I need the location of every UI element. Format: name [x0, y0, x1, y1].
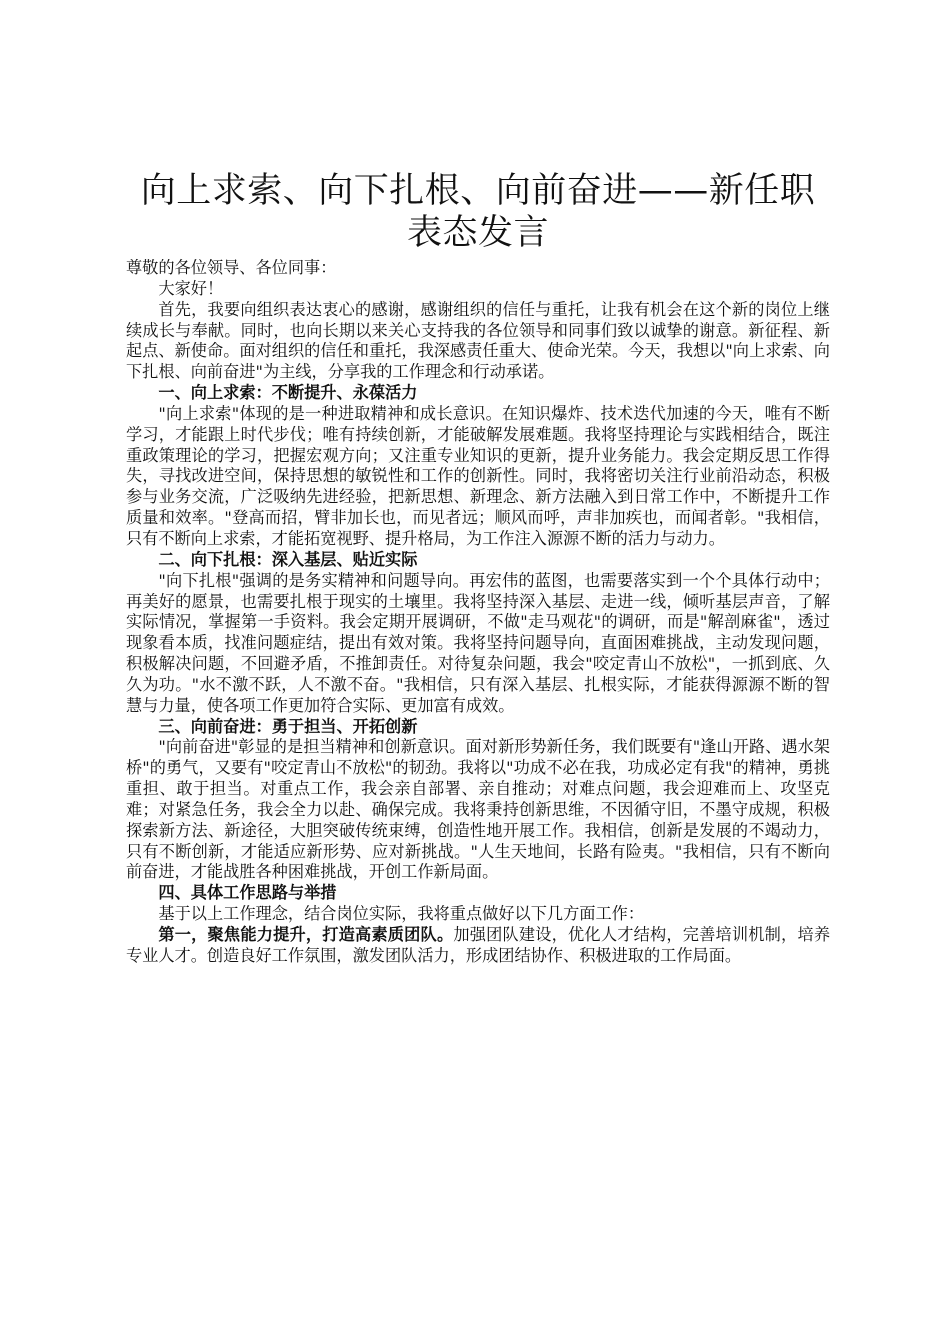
section-2-paragraph: "向下扎根"强调的是务实精神和问题导向。再宏伟的蓝图，也需要落实到一个个具体行动中；再美好的愿景，也需要扎根于现实的土壤里。我将坚持深入基层、走进一线，倾听基层声音，了解实际情况，掌握第一手资料。我会定期开展调研，不做"走马观花"的调研，而是"解剖麻雀"，透过现象看本质，找准问题症结，提出有效对策。我将坚持问题导向，直面困难挑战，主动发现问题，积极解决问题，不回避矛盾，不推卸责任。对待复杂问题，我会"咬定青山不放松"，一抓到底、久久为功。"水不激不跃，人不激不奋。"我相信，只有深入基层、扎根实际，才能获得源源不断的智慧与力量，使各项工作更加符合实际、更加富有成效。 [126, 570, 830, 715]
section-4-heading: 四、具体工作思路与举措 [158, 883, 337, 903]
intro-paragraph: 首先，我要向组织表达衷心的感谢，感谢组织的信任与重托，让我有机会在这个新的岗位上继续成长与奉献。同时，也向长期以来关心支持我的各位领导和同事们致以诚挚的谢意。新征程、新起点、新使命。面对组织的信任和重托，我深感责任重大、使命光荣。今天，我想以"向上求索、向下扎根、向前奋进"为主线，分享我的工作理念和行动承诺。 [126, 299, 830, 382]
section-3-paragraph: "向前奋进"彰显的是担当精神和创新意识。面对新形势新任务，我们既要有"逢山开路、遇水架桥"的勇气，又要有"咬定青山不放松"的韧劲。我将以"功成不必在我，功成必定有我"的精神，勇挑重担、敢于担当。对重点工作，我会亲自部署、亲自推动；对难点问题，我会迎难而上、攻坚克难；对紧急任务，我会全力以赴、确保完成。我将秉持创新思维，不因循守旧，不墨守成规，积极探索新方法、新途径，大胆突破传统束缚，创造性地开展工作。我相信，创新是发展的不竭动力，只有不断创新，才能适应新形势、应对新挑战。"人生天地间，长路有险夷。"我相信，只有不断向前奋进，才能战胜各种困难挑战，开创工作新局面。 [126, 737, 830, 882]
document-body [126, 258, 830, 967]
section-4-lead: 基于以上工作理念，结合岗位实际，我将重点做好以下几方面工作： [158, 904, 645, 924]
item-1-text: 加强团队建设，优化人才结构，完善培训机制，培养专业人才。创造良好工作氛围，激发团队活力，形成团结协作、积极进取的工作局面。 [126, 925, 831, 965]
document-page [126, 170, 830, 967]
section-1-heading: 一、向上求索：不断提升、永葆活力 [158, 383, 418, 403]
section-3-heading: 三、向前奋进：勇于担当、开拓创新 [158, 716, 418, 736]
section-2-heading: 二、向下扎根：深入基层、贴近实际 [158, 549, 418, 569]
salutation: 尊敬的各位领导、各位同事： [126, 258, 337, 277]
document-title: 向上求索、向下扎根、向前奋进——新任职表态发言 [140, 171, 816, 253]
greeting: 大家好！ [158, 278, 224, 298]
item-1-bold-lead: 第一，聚焦能力提升，打造高素质团队。 [158, 925, 454, 944]
section-4-item-1 [126, 925, 830, 967]
section-1-paragraph: "向上求索"体现的是一种进取精神和成长意识。在知识爆炸、技术迭代加速的今天，唯有不断学习，才能跟上时代步伐；唯有持续创新，才能破解发展难题。我将坚持理论与实践相结合，既注重政策理论的学习，把握宏观方向；又注重专业知识的更新，提升业务能力。我会定期反思工作得失，寻找改进空间，保持思想的敏锐性和工作的创新性。同时，我将密切关注行业前沿动态，积极参与业务交流，广泛吸纳先进经验，把新思想、新理念、新方法融入到日常工作中，不断提升工作质量和效率。"登高而招，臂非加长也，而见者远；顺风而呼，声非加疾也，而闻者彰。"我相信，只有不断向上求索，才能拓宽视野、提升格局，为工作注入源源不断的活力与动力。 [126, 403, 830, 548]
